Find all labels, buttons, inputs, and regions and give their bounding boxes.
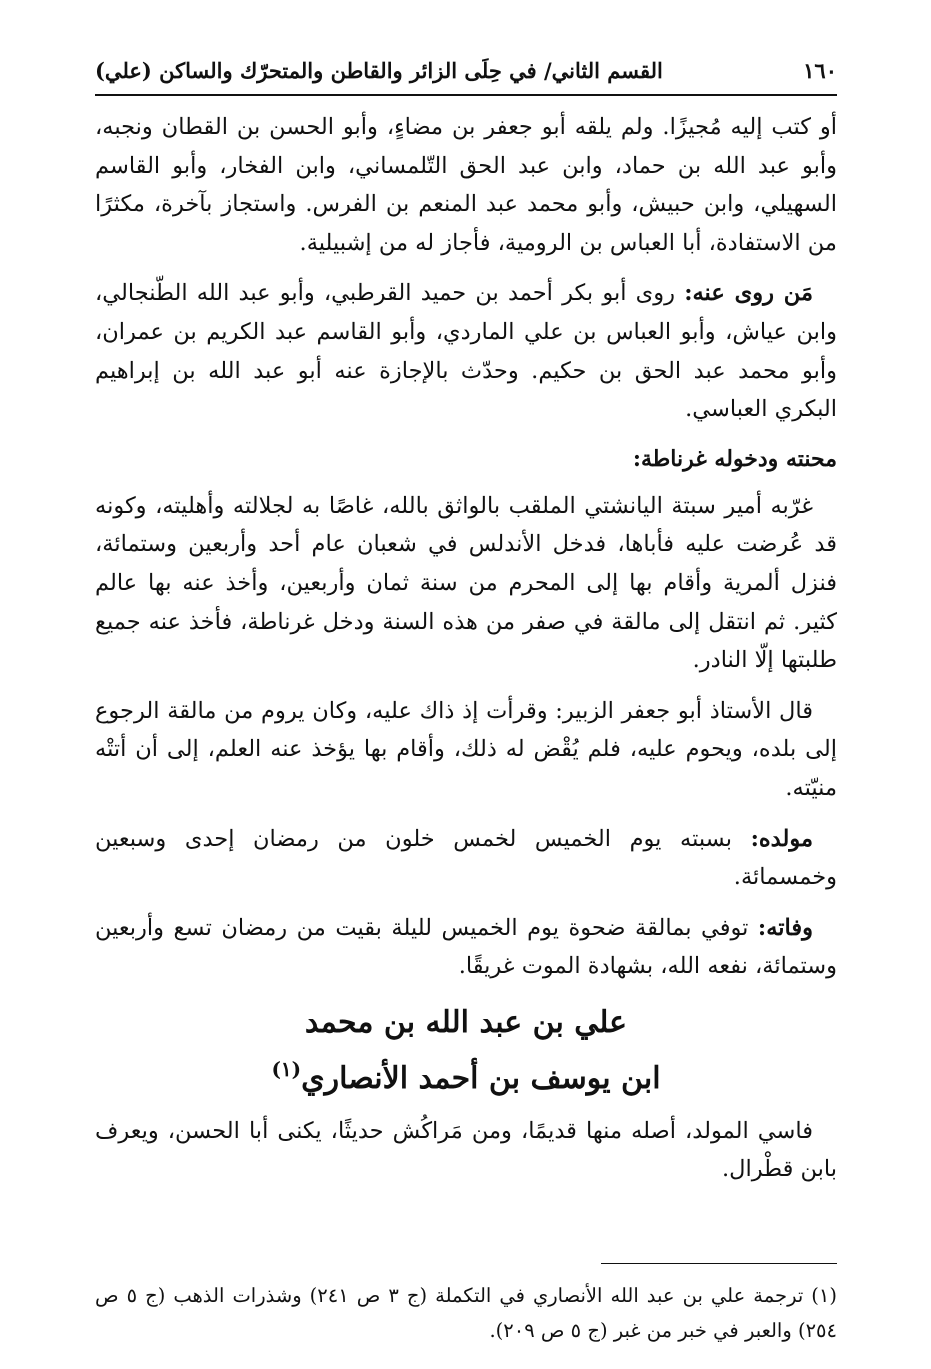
paragraph-students-text: روى أبو بكر أحمد بن حميد القرطبي، وأبو عبد الله الطّنجالي، وابن عياش، وأبو العباس بن علي الماردي، وأبو القاسم عبد الكريم بن عمران، وأبو محمد عبد الحق بن حكيم. وحدّث بالإجازة عنه أبو عبد الله بن إبراهيم البكري العباسي. <box>95 280 837 423</box>
paragraph-trial: غرّبه أمير سبتة اليانشتي الملقب بالواثق بالله، غاصًا به لجلالته وأهليته، وكونه قد عُرضت عليه فأباها، فدخل الأندلس في شعبان عام أحد وأربعين وستمائة، فنزل ألمرية وأقام بها إلى المحرم من سنة ثمان وأربعين، وأخذ عنه بها عالم كثير. ثم انتقل إلى مالقة في صفر من هذه السنة ودخل غرناطة، فأخذ عنه جميع طلبتها إلّا النادر. <box>95 492 837 674</box>
footnote: (١) ترجمة علي بن عبد الله الأنصاري في التكملة (ج ٣ ص ٢٤١) وشذرات الذهب (ج ٥ ص ٢٥٤) والعبر في خبر من غبر (ج ٥ ص ٢٠٩). <box>95 1284 837 1343</box>
section-lead-death: وفاته: <box>757 914 813 941</box>
page-number: ١٦٠ <box>803 58 837 83</box>
paragraph-teachers: أو كتب إليه مُجيزًا. ولم يلقه أبو جعفر بن مضاءٍ، وأبو الحسن بن القطان ونجبه، وأبو عبد الله بن حماد، وابن عبد الحق التّلمساني، وابن الفخار، وأبو القاسم السهيلي، وابن حبيش، وأبو محمد عبد المنعم بن الفرس. واستجاز بآخرة، مكثرًا من الاستفادة، أبا العباس بن الرومية، فأجاز له من إشبيلية. <box>95 114 837 256</box>
book-page <box>95 52 837 1348</box>
running-head <box>95 52 837 90</box>
header-rule <box>95 94 837 96</box>
paragraph-death <box>95 909 837 986</box>
paragraph-birth-text: بسبته يوم الخميس لخمس خلون من رمضان إحدى وسبعين وخمسمائة. <box>95 825 837 891</box>
biography-title-line1: علي بن عبد الله بن محمد <box>304 1004 628 1040</box>
running-title: القسم الثاني/ في حِلَى الزائر والقاطن والمتحرّك والساكن (علي) <box>95 58 663 83</box>
section-heading-trial: محنته ودخوله غرناطة: <box>632 445 837 472</box>
biography-title-line2-text: ابن يوسف بن أحمد الأنصاري <box>301 1060 661 1096</box>
paragraph-death-text: توفي بمالقة ضحوة يوم الخميس لليلة بقيت من رمضان تسع وأربعين وستمائة، نفعه الله، بشهادة الموت غريقًا. <box>95 914 837 980</box>
section-lead-birth: مولده: <box>750 825 813 852</box>
paragraph-biography: فاسي المولد، أصله منها قديمًا، ومن مَراكُش حديثًا، يكنى أبا الحسن، ويعرف بابن قطْرال. <box>95 1117 837 1183</box>
paragraph-zubayr-quote: قال الأستاذ أبو جعفر الزبير: وقرأت إذ ذاك عليه، وكان يروم من مالقة الرجوع إلى بلده، ويحوم عليه، فلم يُقْض له ذلك، وأقام بها يؤخذ عنه العلم، إلى أن أتتْه منيّته. <box>95 697 837 801</box>
paragraph-students <box>95 274 837 428</box>
biography-title <box>95 1000 837 1102</box>
paragraph-birth <box>95 820 837 897</box>
page-body <box>95 108 837 1348</box>
footnote-reference[interactable]: (١) <box>271 1056 302 1081</box>
biography-title-line2 <box>95 1046 837 1102</box>
section-lead-students: مَن روى عنه: <box>684 280 813 307</box>
footnote-rule <box>601 1263 837 1264</box>
